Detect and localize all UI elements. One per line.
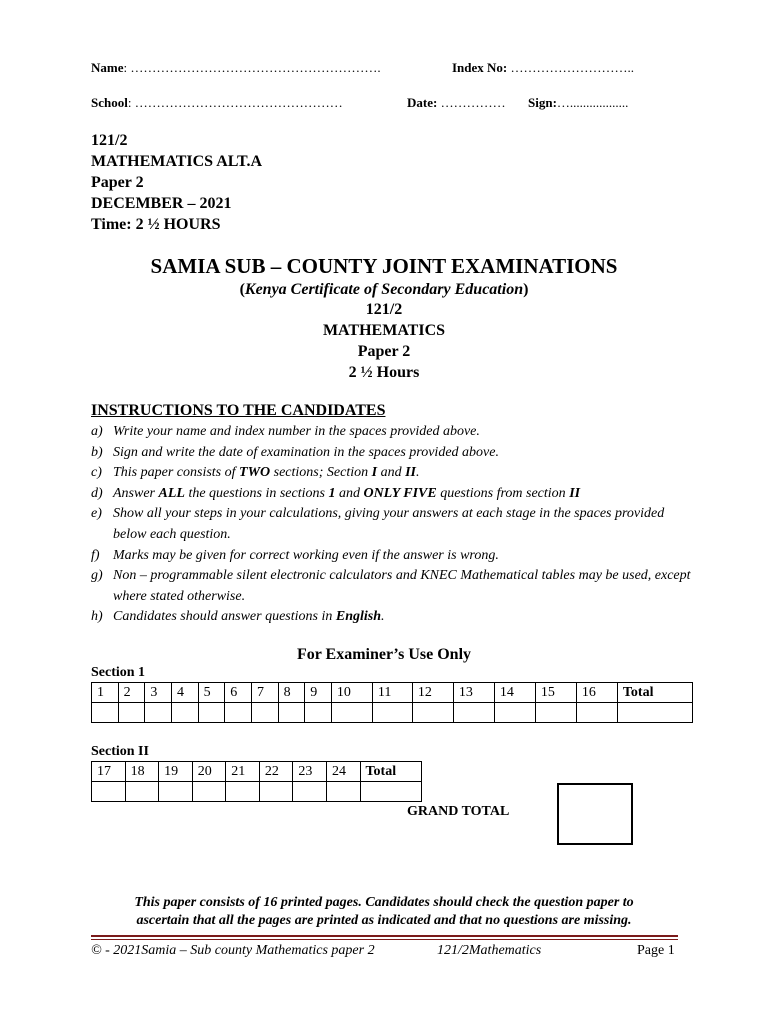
paper-number: Paper 2 [91,174,144,191]
instruction-item [91,546,691,567]
section1-score-cell[interactable] [251,703,278,723]
section2-marks-table [91,761,422,802]
exam-duration: 2 ½ Hours [348,364,420,381]
instruction-text: Marks may be given for correct working even if the answer is wrong. [113,547,499,563]
section1-col-10: 10 [331,683,372,703]
paper-date: DECEMBER – 2021 [91,195,232,212]
instruction-letter: g) [91,568,103,584]
instruction-item [91,607,691,628]
name-blank[interactable]: : …………………………………………………. [123,60,381,75]
instruction-text: Non – programmable silent electronic calculators and KNEC Mathematical tables may be used, except where stated otherwise. [113,568,691,604]
instruction-letter: b) [91,444,103,460]
instruction-item [91,504,691,545]
instruction-item [91,443,691,464]
index-blank[interactable]: ……………………….. [507,60,635,75]
sign-label: Sign: [528,95,557,110]
kcse-close-paren: ) [523,281,529,298]
footer-copyright: © - 2021Samia – Sub county Mathematics paper 2 [91,943,375,958]
index-label: Index No: [452,60,508,75]
paper-subject: MATHEMATICS ALT.A [91,153,262,170]
instruction-text: Write your name and index number in the spaces provided above. [113,424,480,439]
kcse-name: Kenya Certificate of Secondary Education [244,281,524,298]
name-field-line [91,60,381,76]
instruction-letter: d) [91,485,103,501]
instruction-text: Candidates should answer questions in English. [113,609,385,625]
paper-time: Time: 2 ½ HOURS [91,216,221,233]
section1-score-cell[interactable] [494,703,535,723]
section2-score-cell[interactable] [326,782,360,802]
section1-col-total: Total [617,683,692,703]
section1-score-cell[interactable] [92,703,119,723]
section2-col-21: 21 [226,762,260,782]
exam-paper: Paper 2 [357,343,411,360]
instruction-letter: e) [91,506,102,522]
kcse-line [0,281,768,299]
section1-col-12: 12 [412,683,453,703]
exam-title: SAMIA SUB – COUNTY JOINT EXAMINATIONS [150,254,618,278]
name-label: Name [91,60,124,75]
sign-field-line [528,95,628,111]
pages-note-line-1: This paper consists of 16 printed pages. Candidates should check the question paper to [134,895,634,910]
section1-score-cell[interactable] [535,703,576,723]
footer-page-number: Page 1 [637,943,675,958]
section2-score-cell[interactable] [360,782,422,802]
footer-rule-thin [91,939,678,940]
instruction-item [91,484,691,505]
section1-score-cell[interactable] [278,703,305,723]
section1-col-5: 5 [198,683,225,703]
section2-header-row [92,762,422,782]
section1-col-16: 16 [576,683,617,703]
section1-score-cell[interactable] [225,703,252,723]
section2-score-row [92,782,422,802]
school-label: School [91,95,128,110]
instructions-heading: INSTRUCTIONS TO THE CANDIDATES [91,402,386,419]
section2-col-22: 22 [259,762,293,782]
pages-note-line-2: ascertain that all the pages are printed as indicated and that no questions are missing. [136,913,632,928]
section1-score-cell[interactable] [453,703,494,723]
section1-col-4: 4 [171,683,198,703]
examiner-heading: For Examiner’s Use Only [296,646,472,663]
section1-score-cell[interactable] [171,703,198,723]
section1-col-15: 15 [535,683,576,703]
exam-subject: MATHEMATICS [322,322,446,339]
sign-blank[interactable]: ….................. [556,95,629,110]
section2-col-total: Total [360,762,422,782]
section1-col-11: 11 [372,683,412,703]
instruction-item [91,422,691,443]
index-field-line [452,60,634,76]
section2-col-18: 18 [125,762,159,782]
section1-col-6: 6 [225,683,252,703]
section2-score-cell[interactable] [293,782,327,802]
instruction-item [91,566,691,607]
section1-header-row [92,683,693,703]
section1-score-cell[interactable] [145,703,172,723]
grand-total-label: GRAND TOTAL [407,804,510,819]
grand-total-box[interactable] [557,783,633,845]
section1-col-3: 3 [145,683,172,703]
school-field-line [91,95,343,111]
section2-label: Section II [91,744,149,759]
section1-col-14: 14 [494,683,535,703]
section1-score-cell[interactable] [617,703,692,723]
footer-paper-code: 121/2Mathematics [437,943,542,958]
instruction-letter: f) [91,547,100,563]
school-blank[interactable]: : ………………………………………… [127,95,343,110]
section2-score-cell[interactable] [226,782,260,802]
section2-col-23: 23 [293,762,327,782]
section1-score-cell[interactable] [198,703,225,723]
section1-score-cell[interactable] [412,703,453,723]
section2-score-cell[interactable] [159,782,193,802]
section1-score-cell[interactable] [331,703,372,723]
instruction-text: This paper consists of TWO sections; Section I and II. [113,465,420,481]
section1-score-cell[interactable] [118,703,145,723]
section1-label: Section 1 [91,665,146,680]
instructions-list [91,422,691,628]
section1-score-cell[interactable] [576,703,617,723]
section1-col-7: 7 [251,683,278,703]
section1-score-row [92,703,693,723]
instruction-letter: a) [91,424,103,439]
section1-col-8: 8 [278,683,305,703]
date-field-line [407,95,506,111]
section2-col-20: 20 [192,762,226,782]
date-label: Date: [407,95,438,110]
section1-score-cell[interactable] [372,703,412,723]
footer-rule [91,935,678,937]
instruction-text: Answer ALL the questions in sections 1 and ONLY FIVE questions from section II [113,485,581,501]
instruction-item [91,463,691,484]
instruction-text: Show all your steps in your calculations, giving your answers at each stage in the spaces provided below each question. [113,506,665,542]
section2-col-24: 24 [326,762,360,782]
instruction-text: Sign and write the date of examination in the spaces provided above. [113,444,499,460]
paper-code: 121/2 [91,132,128,149]
section2-score-cell[interactable] [259,782,293,802]
section2-score-cell[interactable] [192,782,226,802]
section1-col-9: 9 [305,683,332,703]
section2-score-cell[interactable] [92,782,126,802]
section2-col-19: 19 [159,762,193,782]
section2-col-17: 17 [92,762,126,782]
exam-code: 121/2 [365,301,403,318]
section1-score-cell[interactable] [305,703,332,723]
section1-marks-table [91,682,693,723]
section1-col-1: 1 [92,683,119,703]
kcse-open-paren: ( [239,281,245,298]
section2-score-cell[interactable] [125,782,159,802]
section1-col-2: 2 [118,683,145,703]
date-blank[interactable]: …………… [437,95,506,110]
instruction-letter: c) [91,465,102,481]
instruction-letter: h) [91,609,103,625]
section1-col-13: 13 [453,683,494,703]
